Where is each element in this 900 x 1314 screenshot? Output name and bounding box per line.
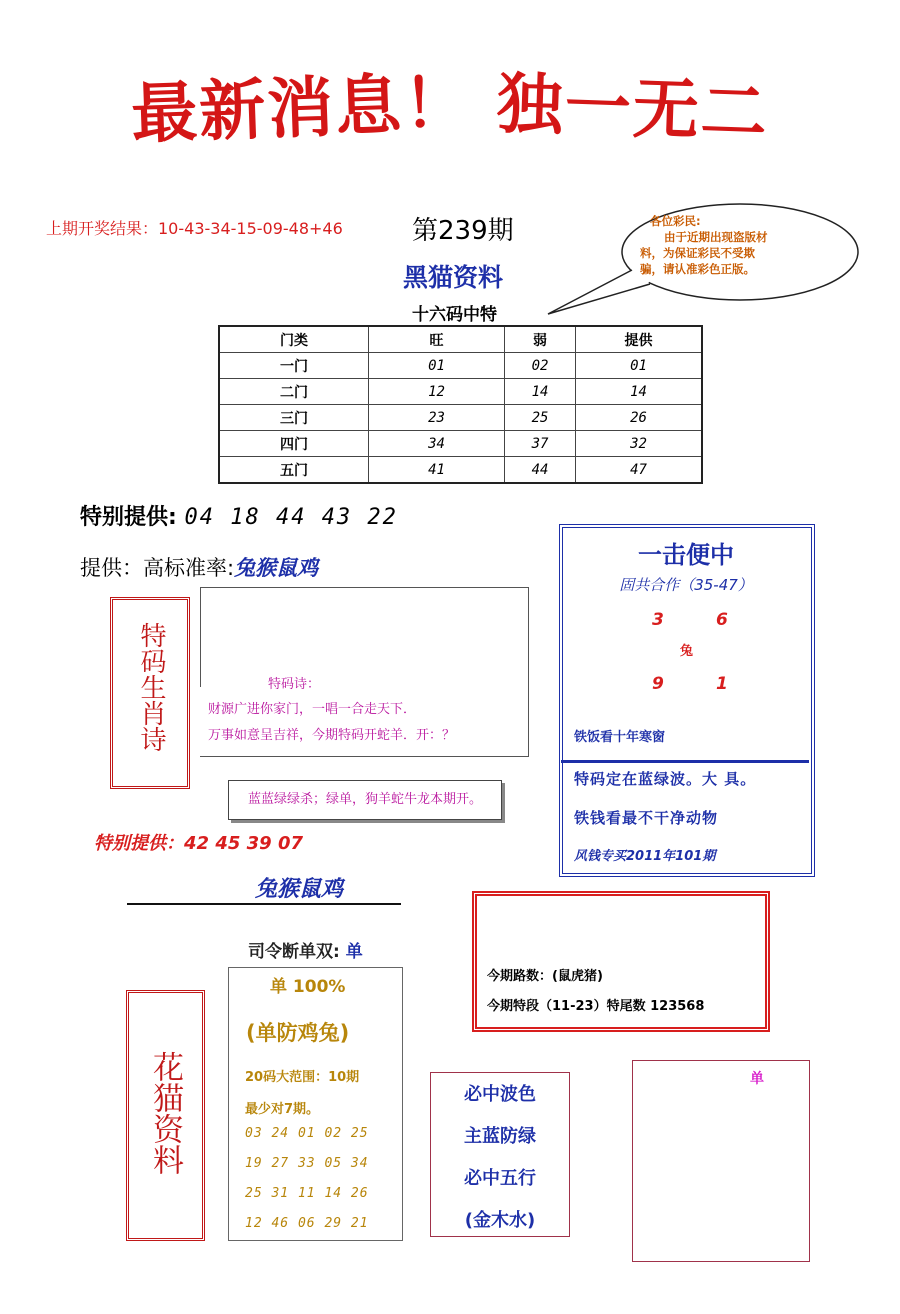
- special-provide-label: 特别提供:: [80, 505, 177, 530]
- gold-box-line: 最少对7期。: [245, 1102, 320, 1117]
- table-header: 弱: [505, 326, 576, 353]
- table-row: [219, 379, 702, 405]
- hit-box-subtitle: 固共合作（35-47）: [619, 576, 753, 594]
- siling-line: [248, 937, 363, 962]
- bubble-text: [640, 213, 850, 277]
- table-cell: 12: [369, 379, 505, 405]
- zodiac-divider: [127, 903, 401, 905]
- siling-label: 司令断单双:: [248, 942, 340, 962]
- gold-box-fang: (单防鸡兔): [246, 1021, 350, 1045]
- poem-line: 万事如意呈吉祥，今期特码开蛇羊．开：？: [208, 728, 456, 743]
- headline-part1: 最新消息！: [129, 63, 473, 153]
- hit-box-footer: 铁饭看十年寒窗: [574, 730, 666, 745]
- gold-box-row: 25 31 11 14 26: [245, 1186, 369, 1201]
- gold-box-row: 12 46 06 29 21: [245, 1216, 369, 1231]
- table-cell: 二门: [219, 379, 369, 405]
- gold-box-row: 19 27 33 05 34: [245, 1156, 369, 1171]
- siling-value: 单: [345, 942, 363, 962]
- hit-box-line: 特码定在蓝绿波。大 具。: [574, 770, 757, 788]
- huamao-title: 花猫资料: [147, 1051, 183, 1175]
- table-cell: 三门: [219, 405, 369, 431]
- zodiac-heading: 兔猴鼠鸡: [255, 877, 344, 902]
- empty-box-label: 单: [750, 1071, 764, 1087]
- poem-frame-title: 特码生肖诗: [136, 622, 166, 752]
- table-cell: 47: [576, 457, 703, 484]
- table-cell: 五门: [219, 457, 369, 484]
- bubble-line: 料，为保证彩民不受欺: [640, 246, 755, 260]
- hit-number: 1: [716, 674, 728, 694]
- table-cell: 41: [369, 457, 505, 484]
- provide-label: 提供：高标准率:: [80, 556, 235, 580]
- wave-line: (金木水): [464, 1210, 536, 1231]
- table-cell: 01: [576, 353, 703, 379]
- red-box-line: 今期特段（11-23）特尾数 123568: [487, 999, 705, 1014]
- hit-box-line: 风钱专买2011年101期: [574, 849, 716, 864]
- table-header-row: [219, 326, 702, 353]
- kill-box: 蓝蓝绿绿杀；绿单，狗羊蛇牛龙本期开。: [228, 780, 502, 820]
- sixteen-title: 十六码中特: [412, 305, 497, 325]
- gold-box-title: 单 100%: [270, 977, 346, 997]
- table-cell: 一门: [219, 353, 369, 379]
- table-row: [219, 431, 702, 457]
- special-provide-1: [80, 500, 398, 531]
- table-cell: 34: [369, 431, 505, 457]
- table-row: [219, 405, 702, 431]
- table-cell: 02: [505, 353, 576, 379]
- gold-box-line: 20码大范围：10期: [245, 1070, 360, 1085]
- table-cell: 25: [505, 405, 576, 431]
- hit-zodiac: 兔: [680, 644, 694, 659]
- last-result: 上期开奖结果：10-43-34-15-09-48+46: [46, 219, 343, 238]
- poem-box-edge: [200, 587, 201, 687]
- hit-number: 9: [652, 674, 664, 694]
- poem-line: 财源广进你家门，一唱一合走天下．: [208, 702, 417, 717]
- table-cell: 14: [505, 379, 576, 405]
- headline: [0, 55, 900, 153]
- table-header: 门类: [219, 326, 369, 353]
- table-header: 提供: [576, 326, 703, 353]
- bubble-line: 骗，请认准彩色正版。: [640, 262, 755, 276]
- bubble-line: 由于近期出现盗版材: [664, 230, 768, 244]
- red-box-line: 今期路数：(鼠虎猪): [487, 969, 603, 984]
- hit-number: 6: [716, 610, 728, 630]
- table-cell: 23: [369, 405, 505, 431]
- table-row: [219, 457, 702, 484]
- table-cell: 14: [576, 379, 703, 405]
- hit-box-divider: [561, 760, 809, 763]
- gold-box-row: 03 24 01 02 25: [245, 1126, 369, 1141]
- bubble-line: 各位彩民:: [650, 214, 701, 228]
- hit-number: 3: [652, 610, 664, 630]
- hit-box-line: 铁钱看最不干净动物: [574, 809, 719, 827]
- table-row: [219, 353, 702, 379]
- wave-line: 必中五行: [464, 1168, 536, 1189]
- table-header: 旺: [369, 326, 505, 353]
- hit-box-title: 一击便中: [638, 541, 734, 569]
- poem-title: 特码诗：: [268, 677, 321, 692]
- table-cell: 四门: [219, 431, 369, 457]
- issue-number: 第239期: [412, 216, 514, 246]
- special-provide-2: 特别提供：42 45 39 07: [94, 833, 303, 854]
- heimao-title: 黑猫资料: [403, 263, 504, 292]
- table-cell: 01: [369, 353, 505, 379]
- provide-line: [80, 552, 318, 582]
- headline-part2: 独一无二: [495, 64, 771, 152]
- table-cell: 37: [505, 431, 576, 457]
- table-cell: 44: [505, 457, 576, 484]
- empty-box: [632, 1060, 810, 1262]
- door-table: [218, 325, 703, 484]
- wave-line: 主蓝防绿: [464, 1126, 536, 1147]
- special-provide-numbers: 04 18 44 43 22: [184, 505, 398, 530]
- wave-line: 必中波色: [464, 1084, 536, 1105]
- provide-zodiacs: 兔猴鼠鸡: [234, 556, 319, 580]
- table-cell: 32: [576, 431, 703, 457]
- table-cell: 26: [576, 405, 703, 431]
